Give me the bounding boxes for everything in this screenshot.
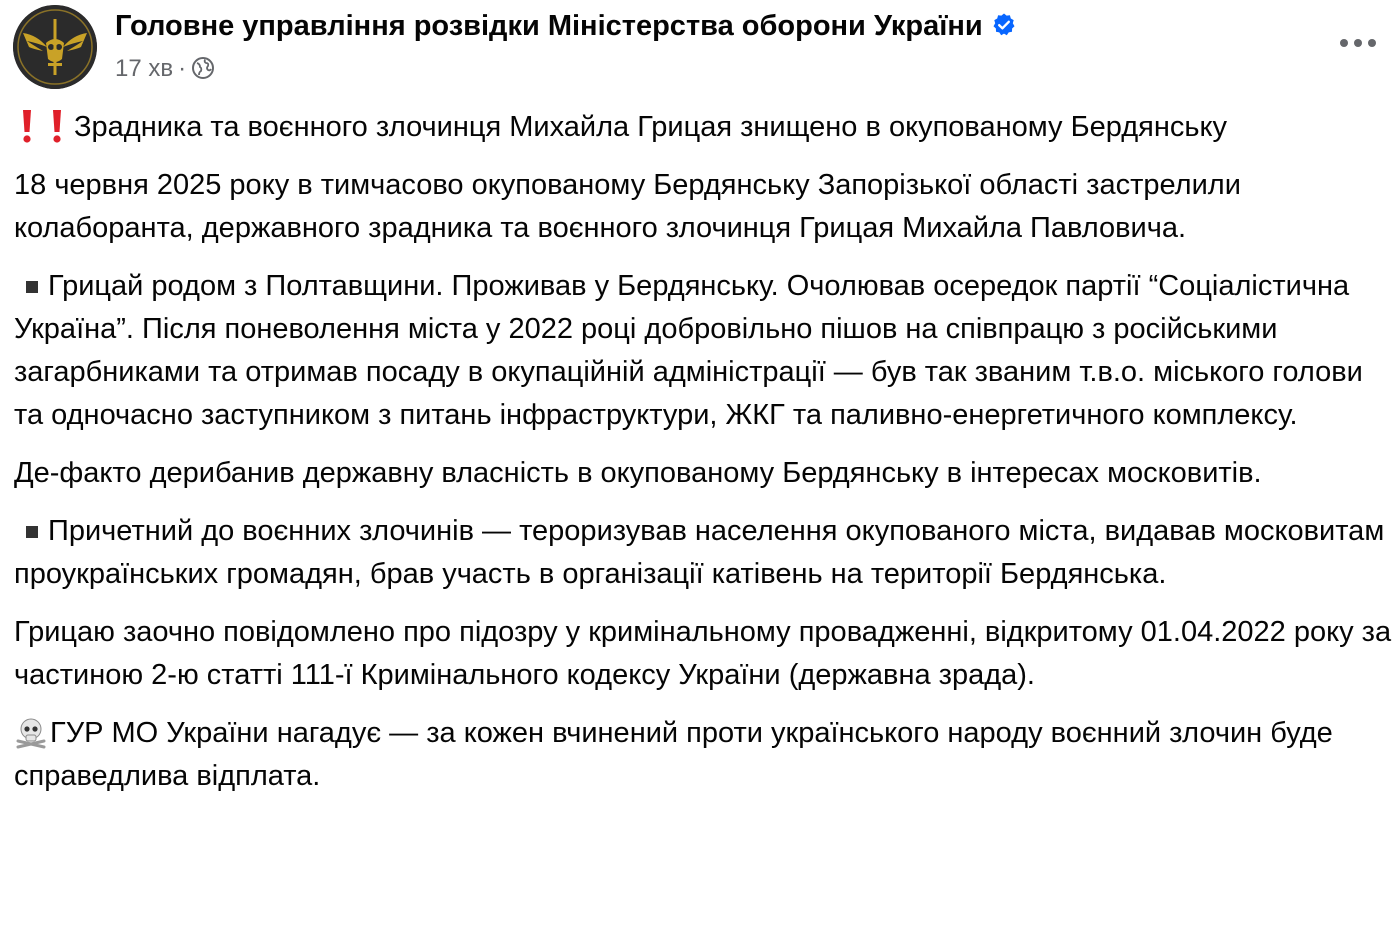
- post-body: [14, 106, 1394, 813]
- headline-text: Зрадника та воєнного злочинця Михайла Грицая знищено в окупованому Бердянську: [74, 111, 1227, 143]
- skull-crossbones-icon: [14, 715, 48, 749]
- post-paragraph: 18 червня 2025 року в тимчасово окупованому Бердянську Запорізької області застрелили колаборанта, державного зрадника та воєнного злочинця Грицая Михайла Павловича.: [14, 169, 1241, 244]
- post-paragraph: Грицаю заочно повідомлено про підозру у кримінальному провадженні, відкритому 01.04.2022 року за частиною 2-ю статті 111-ї Кримінального кодексу України (державна зрада).: [14, 616, 1392, 691]
- more-icon: [1336, 28, 1380, 58]
- post-headline: [14, 106, 1394, 149]
- post-timestamp[interactable]: 17 хв: [115, 55, 174, 82]
- page-name-link[interactable]: [115, 7, 1017, 45]
- post-header: [0, 0, 1400, 100]
- globe-icon[interactable]: [191, 56, 215, 80]
- paragraph-text: Грицай родом з Полтавщини. Проживав у Бердянську. Очолював осередок партії “Соціалістична Україна”. Після поневолення міста у 2022 році добровільно пішов на співпрацю з російськими загарбниками та отримав посаду в окупаційній адміністрації — був так званим т.в.о. міського голови та одночасно заступником з питань інфраструктури, ЖКГ та паливно-енергетичного комплексу.: [14, 270, 1363, 431]
- black-square-icon: [26, 526, 38, 538]
- post-paragraph-closing: [14, 712, 1394, 798]
- meta-separator: ·: [178, 55, 187, 82]
- post-paragraph-bullet: [14, 510, 1394, 596]
- paragraph-text: ГУР МО України нагадує — за кожен вчинений проти українського народу воєнний злочин буде справедлива відплата.: [14, 717, 1333, 792]
- verified-badge-icon: [991, 12, 1017, 38]
- page-name-text: Головне управління розвідки Міністерства оборони України: [115, 10, 983, 42]
- exclamation-icon: [50, 108, 64, 144]
- post-paragraph: Де-факто дерибанив державну власність в окупованому Бердянську в інтересах московитів.: [14, 457, 1262, 489]
- post-meta: [115, 53, 215, 85]
- page-avatar[interactable]: [13, 5, 97, 89]
- paragraph-text: Причетний до воєнних злочинів — тероризував населення окупованого міста, видавав московитам проукраїнських громадян, брав участь в організації катівень на території Бердянська.: [14, 515, 1385, 590]
- black-square-icon: [26, 281, 38, 293]
- exclamation-icon: [20, 108, 34, 144]
- owl-sword-emblem-icon: [13, 5, 97, 89]
- post-paragraph-bullet: [14, 265, 1394, 437]
- more-options-button[interactable]: [1336, 28, 1380, 58]
